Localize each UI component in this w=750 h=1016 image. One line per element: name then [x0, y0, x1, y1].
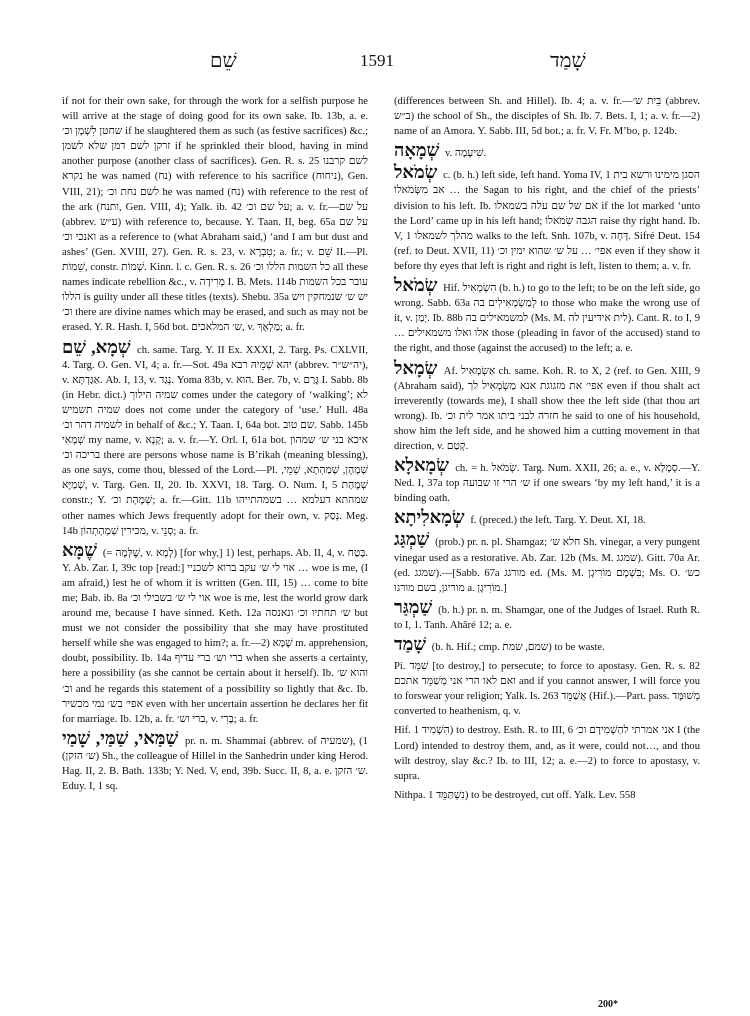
dictionary-entry: [62, 539, 369, 727]
dictionary-entry: [62, 94, 368, 336]
entry-headword: שְׁמָאָה: [394, 140, 440, 161]
dictionary-entry: [394, 507, 700, 528]
entry-text: Af. אַשְׂמְאִיל ch. same. Koh. R. to X, 2 (ref. to Gen. XIII, 9 (Abraham said), אפי׳ את מזגוגת אנא מַשְׂמְאִיל לך even if thou shalt act irreverently (towards me), I shall show thee the left side (that thou art wrong). Ib. חזרה לבני ביתו אמר לית וכ׳ he said to one of his household, show him the left side, and he showed him a cutting movement in that direction, v. קְטַם.: [394, 365, 701, 452]
dictionary-entry: [394, 140, 700, 161]
signature-mark: 200*: [598, 999, 618, 1010]
dictionary-entry: [394, 723, 700, 783]
entry-headword: שַׁמַּאי, שַׁמַּי, שָׁמַי: [62, 727, 179, 748]
entry-text: (prob.) pr. n. pl. Shamgaz; חלא ש׳ Sh. vinegar, a very pungent vinegar used as a restorative. Ab. Zar. 12b (Ms. M. שמגג). Gitt. 70a Ar. (ed. שמגג).—[Sabb. 67a מורגג ed. (Ms. M. בִּשְׁמָם מוֹרִיגָן; Ms. O. כש׳ מוריגן, בשם מורגו a. מוֹרִיגָן.]: [394, 537, 700, 594]
dictionary-entry: [394, 634, 700, 655]
entry-text: (differences between Sh. and Hillel). Ib. 4; a. v. fr.—בֵּית ש׳ (abbrev. ב״ש) the school of Sh., the disciples of Sh. Ib. 7. Bets. I, 1; a. v. fr.—2) name of an Amora. Y. Sabb. III, 5d bot.; a. fr. V. Fr. M’bo, p. 124b.: [394, 96, 700, 138]
entry-headword: שְׂמָאלָא: [394, 455, 449, 476]
entry-headword: שַׁמְגַּג: [394, 529, 430, 550]
entry-headword: שְׂמֹאל: [394, 275, 438, 296]
right-running-head: שָׁמַד: [550, 50, 586, 72]
left-column: [62, 94, 368, 798]
entry-text: if not for their own sake, for through the work for a selfish purpose he will arrive at the stage of doing good for its own sake. Ib. 13b, a. e. שחטן לִשְׁמָן וכ׳ if he slaughtered them as such (as festive sacrifices) &c.; זרקן לשם דמן שלא לשמן if he sprinkled their blood, having in mind another purpose (another class of sacrifices). Gen. R. s. 25 לשם קרבנו נקרא he was named (נח) with reference to his sacrifice (ניחוח), Gen. VIII, 21); לשם נחת וכ׳ he was named (נח) with reference to the rest of the ark (ותנח, Gen. VIII, 4); Yalk. ib. 42 על שם וכ׳; a. v. fr.—על שם (abbrev. ע״ש) with reference to, because. Y. Taan. II, beg. 65a על שם ואנכי וכ׳ as a reference to (what Abraham said,) ‘and I am but dust and ashes’ (Gen. XVIII, 27). Gen. R. s. 23, v. טִבְרָא; a. fr.; v. שֵׁם II.—Pl. שֵׁמוֹת, constr. שְׁמוֹת. Kinn. l. c. Gen. R. s. 26 כל השמות הללו וכ׳ all these names indicate rebellion &c., v. מְרִידָה I. B. Mets. 114b עובר בכל השמות הללו is guilty under all these titles (texts). Shebu. 35a יש ש׳ שנמחקין ויש וכ׳ there are divine names which may be erased, and such as may not be erased. Y. R. Hash. I, 56d bot. ש׳ המלאכים, v. מַלְאָךְ; a. fr.: [62, 96, 369, 334]
entry-headword: שֶׁמָּא: [62, 539, 97, 560]
entry-text: c. (b. h.) left side, left hand. Yoma IV, 1 הסגן מימינו ורשא בית אב מִשְּׂמֹאלוֹ … the Sagan to his right, and the chief of the priests’ division to his left. Ib. אם של שם עלה בשמאלו if the lot marked ‘unto the Lord’ came up in his left hand; הגבה שִׂמֹאלוֹ raise thy right hand. Ib. V, 1 מהלך לשמאלו walks to the left. Snh. 107b, v. דָּחָה. Sifré Deut. 154 (ref. to Deut. XVII, 11) אפי׳ … על ש׳ שהוא ימין וכ׳ even if they show it before thy eyes that left is right and right is left, listen to them; a. v. fr.: [394, 170, 700, 272]
entry-headword: שְׂמָאל: [394, 357, 438, 378]
dictionary-entry: [394, 357, 701, 455]
entry-text: Hif. הִשְׁמִיד 1) to destroy. Esth. R. to III, 6 אני אמרתי להַשְׁמִידָם וכ׳ I (the Lord) intended to destroy them, and, as it were, could not…, and thou wilt destroy, slay &c.? Ib. to III, 12; a. e.—2) to force to apostasy, v. supra.: [394, 725, 700, 782]
page-number: 1591: [360, 51, 394, 70]
dictionary-entry: [394, 788, 700, 803]
entry-text: (= שֶׁלְּמָה, v. לְמָא) [for why,] 1) lest, perhaps. Ab. II, 4, v. בָּטַח. Y. Ab. Zar. I, 39c top [read:] אוי לי ש׳ עקב ברוא לשכניי … woe is me, (I am afraid,) lest he of whom it is written (Gen. III, 15) … come to bite me; Bab. ib. 8a אוי לי ש׳ בשבילי וכ׳ woe is me, lest the world grow dark around me, because I have sinned. Keth. 12a ש׳ תחתיו וכ׳ ונאנסה but must we not consider the possibility that she may have prostituted herself while she was engaged to him?; a. fr.—2) שֶׁמָּא m. apprehension, doubt, possibility. Ib. 14a ברי וש׳ ברי עדיף when she asserts a certainty, here a possibility (as she cannot be certain about it herself). Ib. והוא ש׳ וכ׳ and he regards this statement of a possibility so lightly that &c. Ib. אפי׳ בש׳ נמי מכשיר even with her uncertain assertion he declares her fit for marriage. Ib. 12b, a. fr. ברי וש׳, v. בָּרִי; a. fr.: [62, 547, 369, 725]
entry-text: v. שִׁיעָמָה.: [444, 148, 487, 160]
entry-text: Pi. שִׁמֵּד [to destroy,] to persecute; to force to apostasy. Gen. R. s. 82 ואם לאו הרי אני מְשַׁמֵּד אתכם and if you cannot answer, I will force you to forswear your religion; Yalk. Is. 263 אֲשַׁמֵּד (Hif.).—Part. pass. מְשׁוּמָּד converted to heathenism, q. v.: [394, 661, 701, 718]
entry-headword: שָׁמַד: [394, 634, 427, 654]
entry-text: pr. n. m. Shammai (abbrev. of שמעיה), 1) (ש׳ הזקן) Sh., the colleague of Hillel in the Sanhedrin under king Herod. Hag. II, 2. B. Bath. 133b; Y. Ned. V, end, 39b. Succ. II, 8, a. e. ש׳ הזקן. Eduy. I, 1 sq.: [62, 735, 368, 793]
entry-text: Nithpa. נִשְׁתַּמֵּד 1) to be destroyed, cut off. Yalk. Lev. 558: [394, 789, 636, 801]
dictionary-entry: [394, 596, 700, 633]
entry-headword: שְׂמָאלִיתָא: [394, 507, 465, 528]
entry-text: (b. h. Hif.; cmp. שמם, שמת) to be waste.: [431, 642, 605, 653]
entry-text: ch. = h. שְׂמֹאל. Targ. Num. XXII, 26; a. e., v. סְמָלָא.—Y. Ned. I, 37a top ש׳ הרי זו שבועה if one swears ‘by my left hand,’ it is a binding oath.: [394, 463, 700, 505]
entry-text: (b. h.) pr. n. m. Shamgar, one of the Judges of Israel. Ruth R. to I, 1. Tanh. Ahăré 12; a. e.: [394, 604, 700, 631]
entry-text: Hif. הִשְׂמְאִיל (b. h.) to go to the left; to be on the left side, go wrong. Sabb. 63a לְמַשְׂמְאִילִים בה to those who make the wrong use of it, v. יָמַן. Ib. 88b למשמאילים בה (Ms. M. לית אידיעין לה). Cant. R. to I, 9 … אלו ואלו משמאילים those (pleading in favor of the accused) stand to the right, and those (against the accused) to the left; a. e.: [394, 283, 701, 355]
dictionary-entry: [62, 727, 368, 794]
entry-headword: שַׁמְגַּר: [394, 596, 433, 617]
dictionary-entry: [394, 455, 700, 506]
page-header: [60, 50, 700, 74]
right-column: [394, 94, 700, 807]
dictionary-entry: [394, 275, 701, 356]
dictionary-entry: [62, 336, 369, 539]
dictionary-entry: [394, 162, 700, 274]
entry-text: ch. same. Targ. Y. II Ex. XXXI, 2. Targ. Ps. CXLVII, 4. Targ. O. Gen. VI, 4; a. fr.—Sot. 49a יהא שְׁמֵיהּ רבא (abbrev. יה״ש״ר), v. אַגַּדְתָּא. Ab. I, 13, v. נְגַד. Yoma 83b, v. הוּא. Ber. 7b, v. גָּרַם I. Sabb. 8b (in Hebr. dict.) שמיה הילוך comes under the category of ‘walking’; לא שמיה תשמיש does not come under the category of ‘use.’ Hull. 48a לשמיה דהר וכ׳ in behalf of &c.; Y. Taan. I, 64a bot. שם טוב. Sabb. 145b שְׁמָאִי my name, v. קְנָא; a. v. fr.—Y. Orl. I, 61a bot. איכא בני ש׳ שמהון בריכה וכ׳ there are persons whose name is B’rikah (meaning blessing), as one says, come thou, blessed of the Lord.—Pl. שְׁמָהָן, שְׁמַהְתָא, שְׁמֵי, שְׁמַיָּא, v. Targ. Gen. II, 20. Ib. XXVI, 18. Targ. O. Num. I, 5 שְׁמָהַת constr.; Y. שְׁמָהָת וכ׳; a. fr.—Gitt. 11b שמהתא דעלמא … בשמהתייהו other names which Jews frequently adopt for their own, v. נְסַק. Meg. 14b מכירין שְׁמְהָתְהוֹן, v. סְנֵי; a. fr.: [62, 344, 369, 537]
dictionary-entry: [394, 529, 700, 595]
dictionary-entry: [394, 659, 700, 719]
entry-headword: שְׁמָא, שֵׁם: [62, 336, 131, 357]
dictionary-entry: [394, 94, 700, 139]
entry-text: f. (preced.) the left. Targ. Y. Deut. XI, 18.: [470, 515, 646, 527]
left-running-head: שֵׁם: [210, 50, 237, 72]
entry-headword: שְׂמֹאל: [394, 162, 438, 183]
